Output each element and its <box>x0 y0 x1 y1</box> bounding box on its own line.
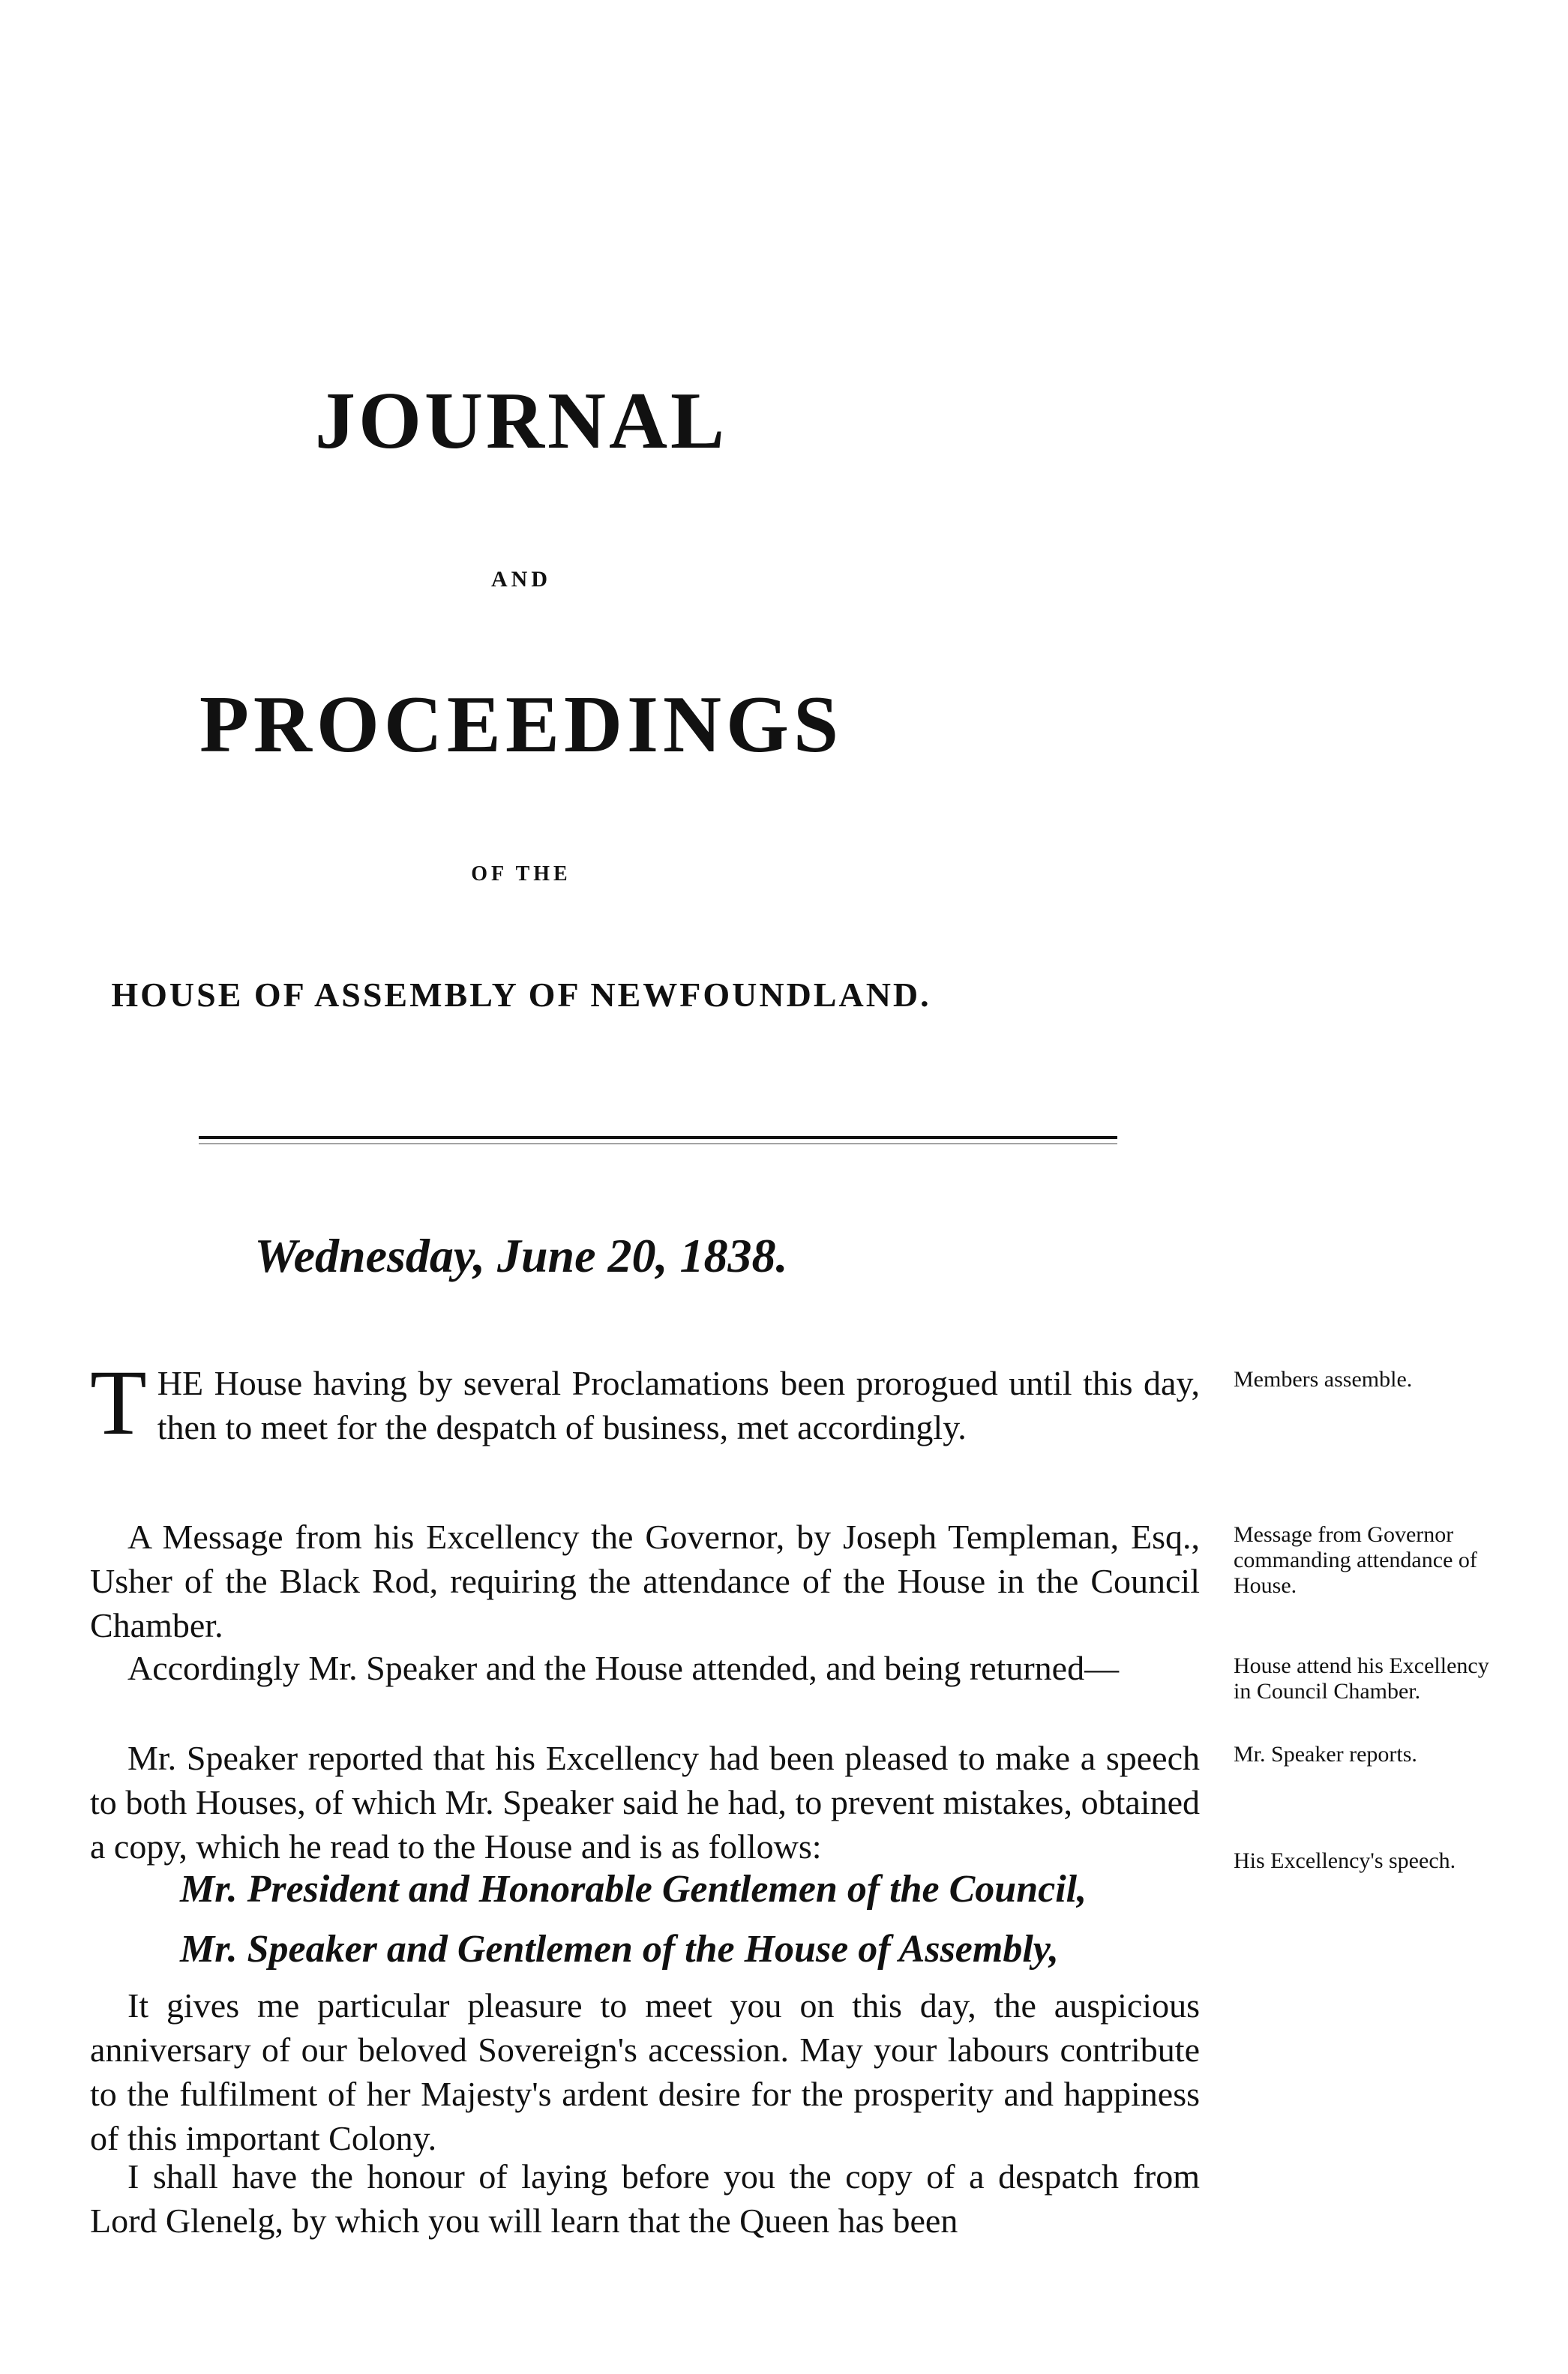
paragraph-message <box>90 1515 1200 1647</box>
drop-cap: T <box>90 1351 147 1454</box>
paragraph-text: A Message from his Excellency the Governor, by Joseph Templeman, Esq., Usher of the Black Rod, requiring the attendance of the House in the Council Chamber. <box>90 1518 1200 1644</box>
paragraph-speaker-reported <box>90 1736 1200 1869</box>
paragraph-text: I shall have the honour of laying before you the copy of a despatch from Lord Glenelg, by which you will learn that the Queen has been <box>90 2157 1200 2240</box>
paragraph-text: HE House having by several Proclamations been prorogued until this day, then to meet for the despatch of business, met accordingly. <box>157 1364 1200 1446</box>
title-house-of-assembly: HOUSE OF ASSEMBLY OF NEWFOUNDLAND. <box>111 976 931 1014</box>
address-council: Mr. President and Honorable Gentlemen of the Council, <box>180 1868 1087 1911</box>
margin-note-members-assemble: Members assemble. <box>1234 1367 1413 1392</box>
title-divider-rule <box>199 1136 1117 1144</box>
paragraph-speech-despatch <box>90 2154 1200 2243</box>
title-journal: JOURNAL <box>314 376 728 466</box>
paragraph-speech-opening <box>90 1983 1200 2160</box>
margin-note-message-from-governor: Message from Governor commanding attendance of House. <box>1234 1522 1477 1598</box>
margin-note-house-attend: House attend his Excellency in Council Chamber. <box>1234 1653 1489 1704</box>
paragraph-house-attended <box>90 1646 1200 1690</box>
margin-note-excellency-speech: His Excellency's speech. <box>1234 1848 1456 1873</box>
paragraph-house-meets <box>90 1351 1200 1454</box>
session-date: Wednesday, June 20, 1838. <box>254 1229 788 1282</box>
title-and: AND <box>491 567 551 592</box>
paragraph-text: It gives me particular pleasure to meet you on this day, the auspicious anniversary of our beloved Sovereign's accession. May your labours contribute to the fulfilment of her Majesty's ardent desire for the prosperity and happiness of this important Colony. <box>90 1986 1200 2157</box>
paragraph-text: Mr. Speaker reported that his Excellency had been pleased to make a speech to both Houses, of which Mr. Speaker said he had, to prevent mistakes, obtained a copy, which he read to the House and is as follows: <box>90 1739 1200 1866</box>
address-assembly: Mr. Speaker and Gentlemen of the House of Assembly, <box>180 1928 1059 1971</box>
title-of-the: OF THE <box>471 862 571 886</box>
paragraph-text: Accordingly Mr. Speaker and the House attended, and being returned— <box>127 1649 1120 1687</box>
title-proceedings: PROCEEDINGS <box>199 680 844 769</box>
margin-note-speaker-reports: Mr. Speaker reports. <box>1234 1742 1417 1767</box>
